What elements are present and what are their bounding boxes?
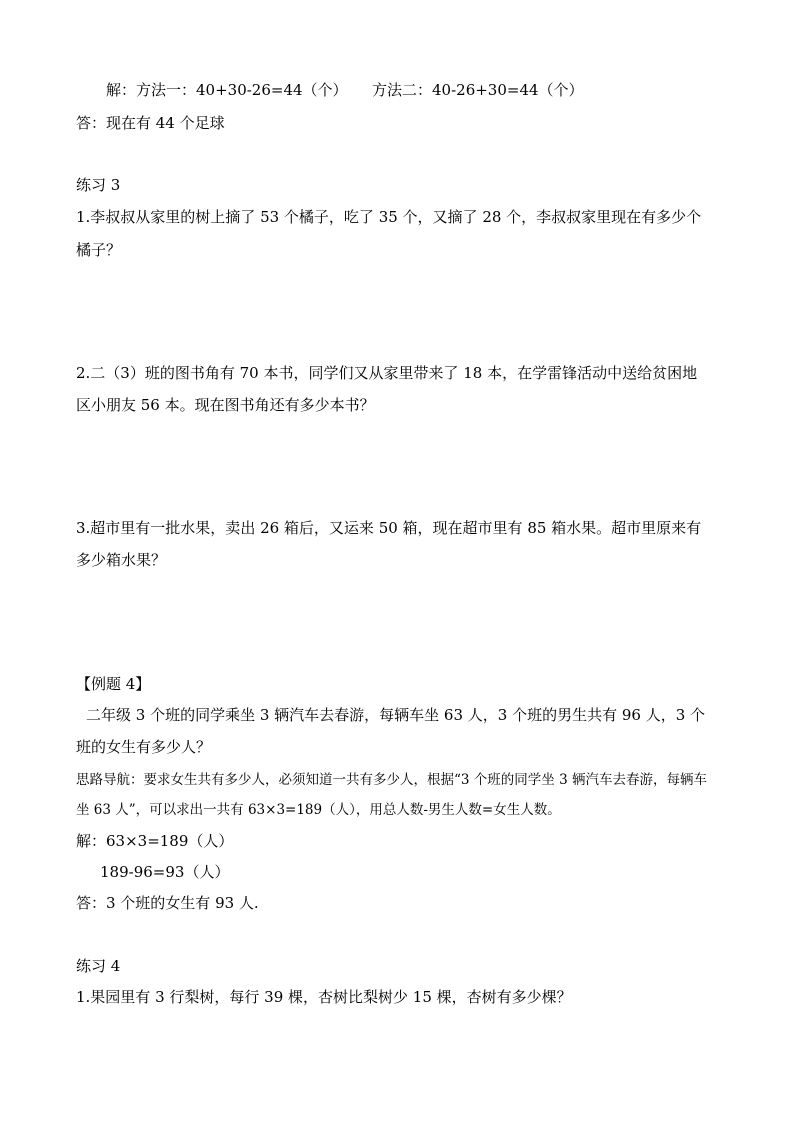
exercise-3-question-2-line-2: 区小朋友 56 本。现在图书角还有多少本书？ bbox=[76, 396, 375, 414]
exercise-3-question-2-line-1: 2.二（3）班的图书角有 70 本书，同学们又从家里带来了 18 本，在学雷锋活动中送给贫困地 bbox=[76, 364, 698, 382]
example-4-hint-line-2: 坐 63 人”，可以求出一共有 63×3=189（人），用总人数-男生人数=女生人数。 bbox=[76, 802, 561, 818]
example-4-heading: 【例题 4】 bbox=[76, 675, 151, 693]
example-4-problem-line-2: 班的女生有多少人？ bbox=[76, 738, 212, 756]
exercise-3-question-1-line-1: 1.李叔叔从家里的树上摘了 53 个橘子，吃了 35 个，又摘了 28 个，李叔叔家里现在有多少个 bbox=[76, 208, 702, 226]
example-4-hint-line-1: 思路导航：要求女生共有多少人，必须知道一共有多少人，根据“3 个班的同学坐 3 辆汽车去春游，每辆车 bbox=[76, 772, 707, 788]
example-4-answer: 答：3 个班的女生有 93 人. bbox=[76, 894, 259, 912]
solution-method-2: 方法二：40-26+30=44（个） bbox=[372, 81, 584, 99]
example-4-solution-line-1: 解：63×3=189（人） bbox=[76, 832, 234, 850]
solution-method-1: 解：方法一：40+30-26=44（个） bbox=[106, 81, 348, 99]
answer-line: 答：现在有 44 个足球 bbox=[76, 114, 225, 132]
exercise-3-question-3-line-1: 3.超市里有一批水果，卖出 26 箱后，又运来 50 箱，现在超市里有 85 箱水果。超市里原来有 bbox=[76, 519, 702, 537]
exercise-3-question-3-line-2: 多少箱水果？ bbox=[76, 551, 167, 569]
exercise-3-heading: 练习 3 bbox=[76, 176, 121, 194]
example-4-problem-line-1: 二年级 3 个班的同学乘坐 3 辆汽车去春游，每辆车坐 63 人，3 个班的男生共有 96 人，3 个 bbox=[86, 706, 706, 724]
exercise-4-question-1: 1.果园里有 3 行梨树，每行 39 棵，杏树比梨树少 15 棵，杏树有多少棵？ bbox=[76, 988, 572, 1006]
example-4-solution-line-2: 189-96=93（人） bbox=[100, 863, 230, 881]
exercise-4-heading: 练习 4 bbox=[76, 957, 121, 975]
exercise-3-question-1-line-2: 橘子？ bbox=[76, 241, 122, 259]
